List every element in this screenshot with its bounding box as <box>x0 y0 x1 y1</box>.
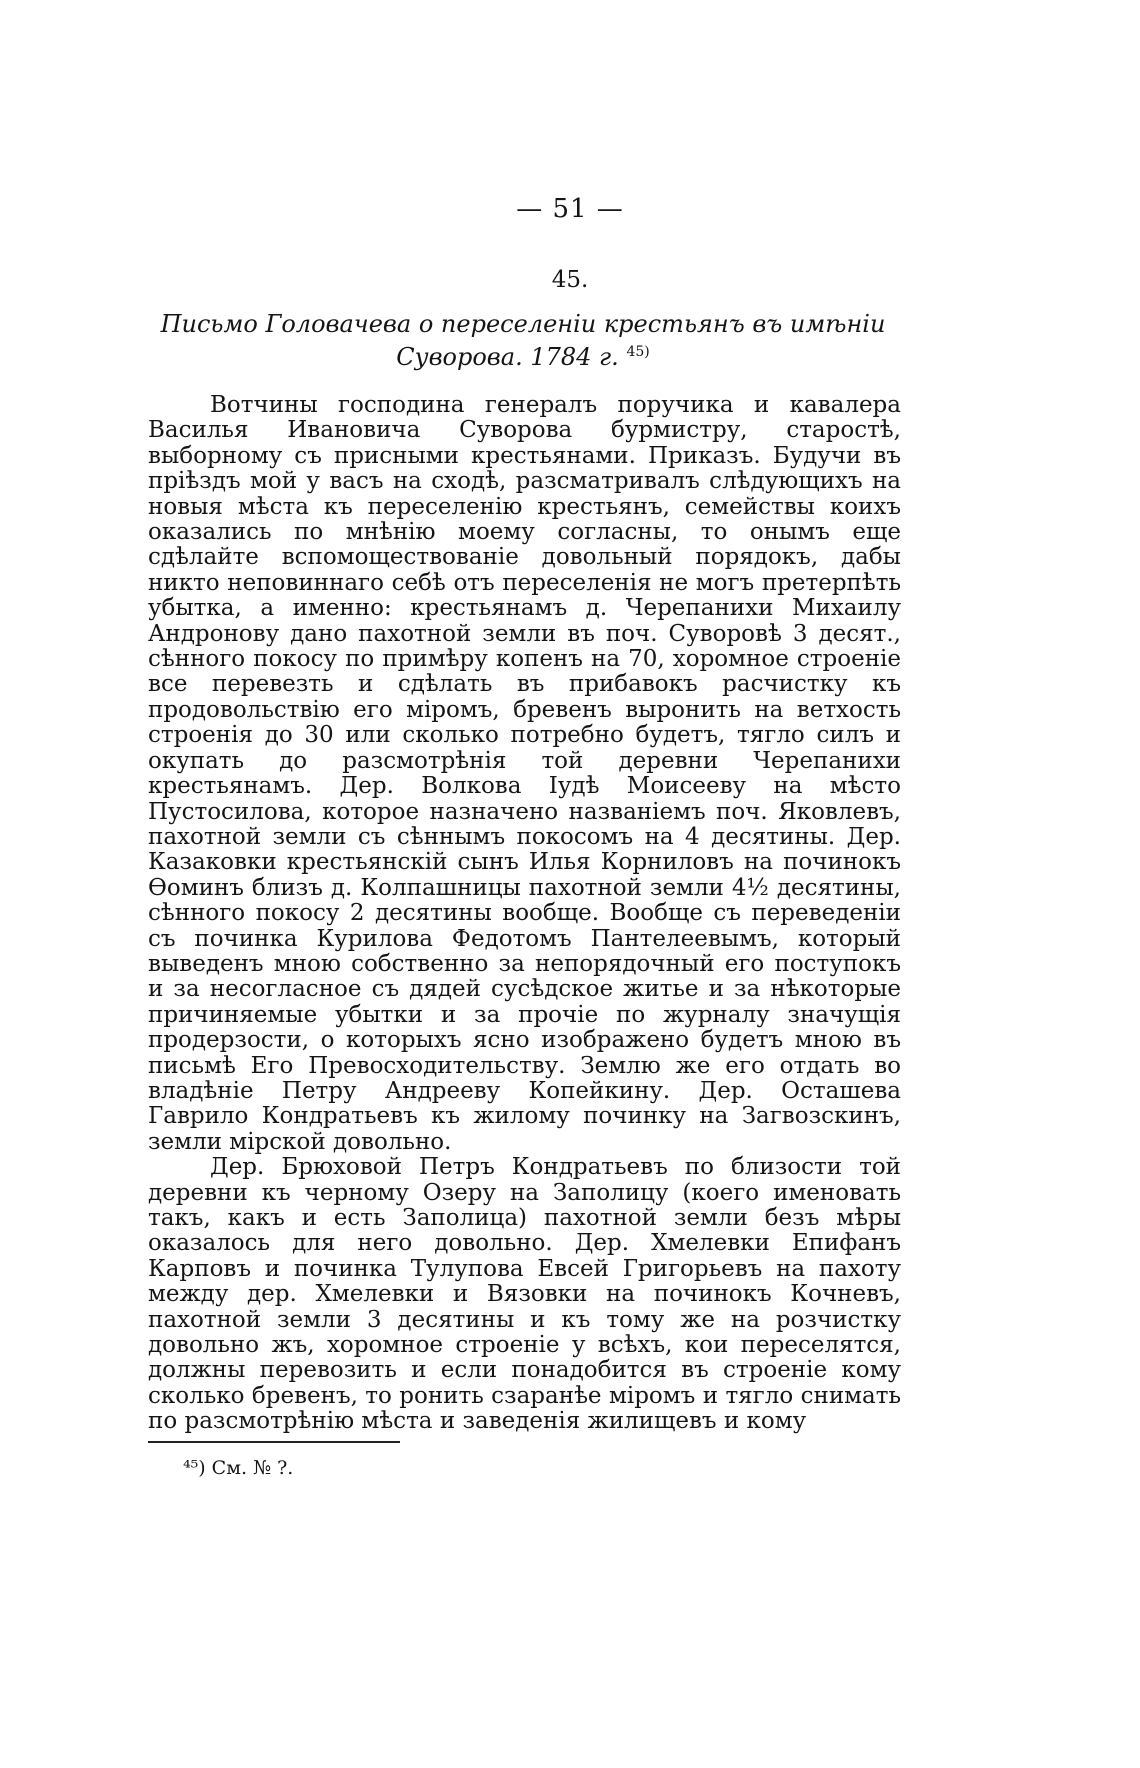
title-footnote-ref: 45) <box>626 344 650 360</box>
document-title <box>152 310 894 371</box>
footnote-rule <box>148 1441 400 1443</box>
document-title-text: Письмо Головачева о переселеніи крестьянъ въ имѣніи Суворова. 1784 г. <box>160 310 886 371</box>
paragraph-1: Вотчины господина генералъ поручика и кавалера Василья Ивановича Суворова бурмистру, старостѣ, выборному съ присными крестьянами. Приказъ. Будучи въ прiѣздъ мой у васъ на сходѣ, разсматривалъ слѣдующихъ на новыя мѣста къ переселенiю крестьянъ, семействы коихъ оказались по мнѣнiю моему согласны, то онымъ еще сдѣлайте вспомоществованiе довольный порядокъ, дабы никто неповиннаго себѣ отъ переселенiя не могъ претерпѣть убытка, а именно: крестьянамъ д. Черепанихи Михаилу Андронову дано пахотной земли въ поч. Суворовѣ 3 десят., сѣнного покосу по примѣру копенъ на 70, хоромное строенiе все перевезть и сдѣлать въ прибавокъ расчистку къ продовольствiю его мiромъ, бревенъ выронить на ветхость строенiя до 30 или сколько потребно будетъ, тягло силъ и окупать до разсмотрѣнiя той деревни Черепанихи крестьянамъ. Дер. Волкова Iудѣ Моисееву на мѣсто Пустосилова, которое назначено названiемъ поч. Яковлевъ, пахотной земли съ сѣннымъ покосомъ на 4 десятины. Дер. Казаковки крестьянскiй сынъ Илья Корниловъ на починокъ Ѳоминъ близъ д. Колпашницы пахотной земли 4½ десятины, сѣнного покосу 2 десятины вообще. Вообще съ переведенiи съ починка Курилова Федотомъ Пантелеевымъ, который выведенъ мною собственно за непорядочный его поступокъ и за несогласное съ дядей сусѣдское житье и за нѣкоторые причиняемые убытки и за прочiе по журналу значущiя продерзости, о которыхъ ясно изображено будетъ мною въ письмѣ Его Превосходительству. Землю же его отдать во владѣнiе Петру Андрееву Копейкину. Дер. Осташева Гаврило Кондратьевъ къ жилому починку на Загвозскинъ, земли мiрской довольно. <box>148 392 901 1155</box>
page-number: — 51 — <box>516 194 624 224</box>
letter-body <box>148 393 901 1435</box>
document-number: 45. <box>551 267 589 293</box>
paragraph-2: Дер. Брюховой Петръ Кондратьевъ по близости той деревни къ черному Озеру на Заполицу (коего именовать такъ, какъ и есть Заполица) пахотной земли безъ мѣры оказалось для него довольно. Дер. Хмелевки Епифанъ Карповъ и починка Тулупова Евсей Григорьевъ на пахоту между дер. Хмелевки и Вязовки на починокъ Кочневъ, пахотной земли 3 десятины и къ тому же на розчистку довольно жъ, хоромное строенiе у всѣхъ, кои переселятся, должны перевозить и если понадобится въ строенiе кому сколько бревенъ, то ронить сзаранѣе мiромъ и тягло снимать по разсмотрѣнiю мѣста и заведенiя жилищевъ и кому <box>148 1154 901 1435</box>
footnote: ⁴⁵) См. № ?. <box>183 1457 294 1479</box>
